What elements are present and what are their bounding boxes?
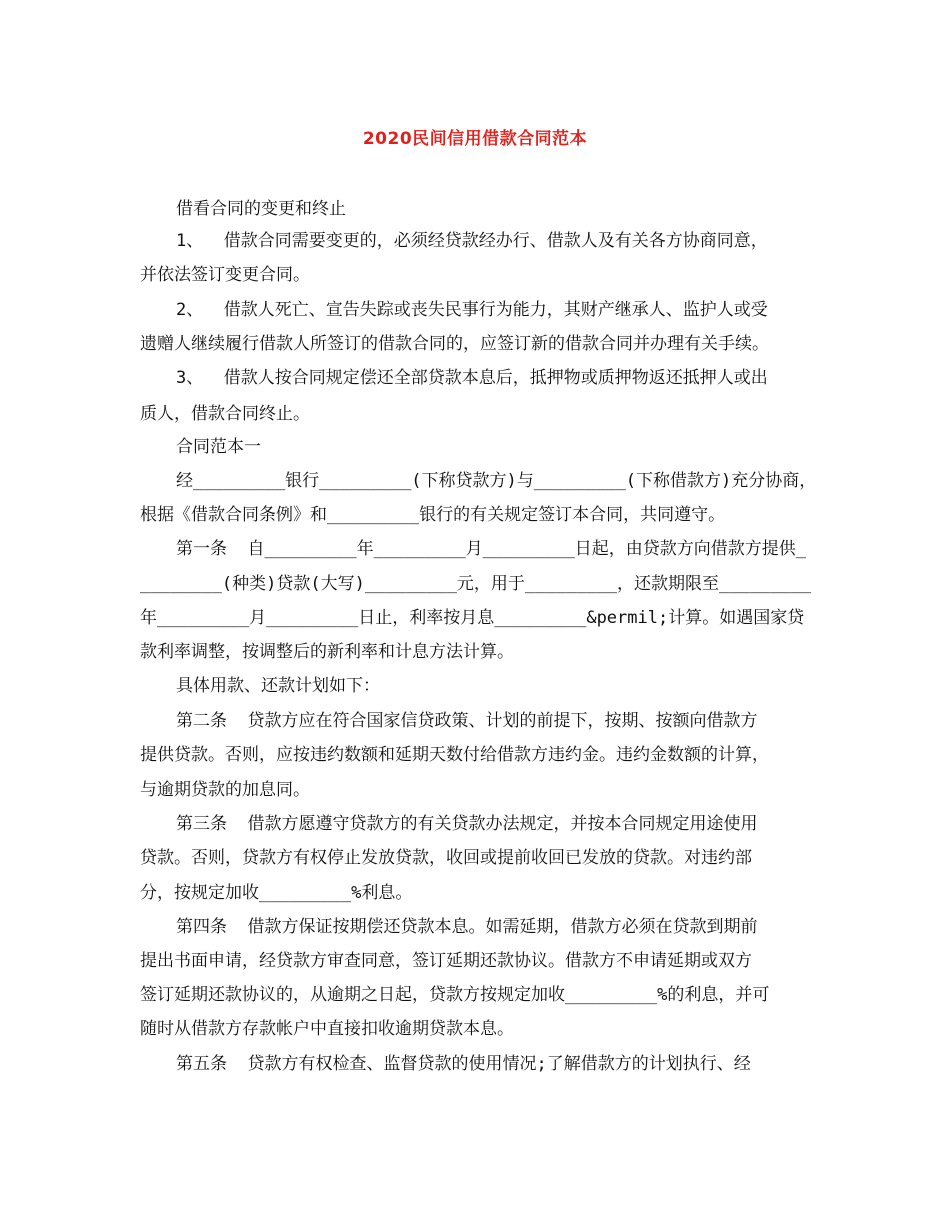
line-16: 第二条 贷款方应在符合国家信贷政策、计划的前提下，按期、按额向借款方 <box>176 711 758 731</box>
line-10: 根据《借款合同条例》和_________银行的有关规定签订本合同，共同遵守。 <box>140 505 726 525</box>
line-22: 第四条 借款方保证按期偿还贷款本息。如需延期，借款方必须在贷款到期前 <box>176 917 758 937</box>
line-11: 第一条 自_________年_________月_________日起，由贷款方向借款方提供_ <box>176 539 807 559</box>
line-21: 分，按规定加收_________%利息。 <box>140 883 413 903</box>
line-18: 与逾期贷款的加息同。 <box>140 780 310 800</box>
line-5: 遗赠人继续履行借款人所签订的借款合同的，应签订新的借款合同并办理有关手续。 <box>140 334 769 354</box>
line-8: 合同范本一 <box>176 437 261 457</box>
line-17: 提供贷款。否则，应按违约数额和延期天数付给借款方违约金。违约金数额的计算， <box>140 745 769 765</box>
line-14: 款利率调整，按调整后的新利率和计息方法计算。 <box>140 642 514 662</box>
line-6: 3、 借款人按合同规定偿还全部贷款本息后，抵押物或质押物返还抵押人或出 <box>176 368 768 388</box>
line-15: 具体用款、还款计划如下： <box>176 676 380 696</box>
line-12: ________(种类)贷款(大写)_________元，用于_________，还款期限至_________ <box>140 574 812 594</box>
line-7: 质人，借款合同终止。 <box>140 404 310 424</box>
line-20: 贷款。否则，贷款方有权停止发放贷款，收回或提前收回已发放的贷款。对违约部 <box>140 848 752 868</box>
line-4: 2、 借款人死亡、宣告失踪或丧失民事行为能力，其财产继承人、监护人或受 <box>176 300 768 320</box>
line-13: 年_________月_________日止，利率按月息_________&permil;计算。如遇国家贷 <box>140 608 805 628</box>
document-title: 2020民间信用借款合同范本 <box>362 129 588 149</box>
line-9: 经_________银行_________(下称贷款方)与_________(下称借款方)充分协商， <box>176 471 817 491</box>
line-19: 第三条 借款方愿遵守贷款方的有关贷款办法规定，并按本合同规定用途使用 <box>176 814 758 834</box>
line-1: 借看合同的变更和终止 <box>176 199 346 219</box>
line-26: 第五条 贷款方有权检查、监督贷款的使用情况;了解借款方的计划执行、经 <box>176 1054 751 1074</box>
line-3: 并依法签订变更合同。 <box>140 265 310 285</box>
line-25: 随时从借款方存款帐户中直接扣收逾期贷款本息。 <box>140 1019 514 1039</box>
line-24: 签订延期还款协议的，从逾期之日起，贷款方按规定加收_________%的利息，并可 <box>140 985 770 1005</box>
line-23: 提出书面申请，经贷款方审查同意，签订延期还款协议。借款方不申请延期或双方 <box>140 951 752 971</box>
line-2: 1、 借款合同需要变更的，必须经贷款经办行、借款人及有关各方协商同意， <box>176 231 768 251</box>
